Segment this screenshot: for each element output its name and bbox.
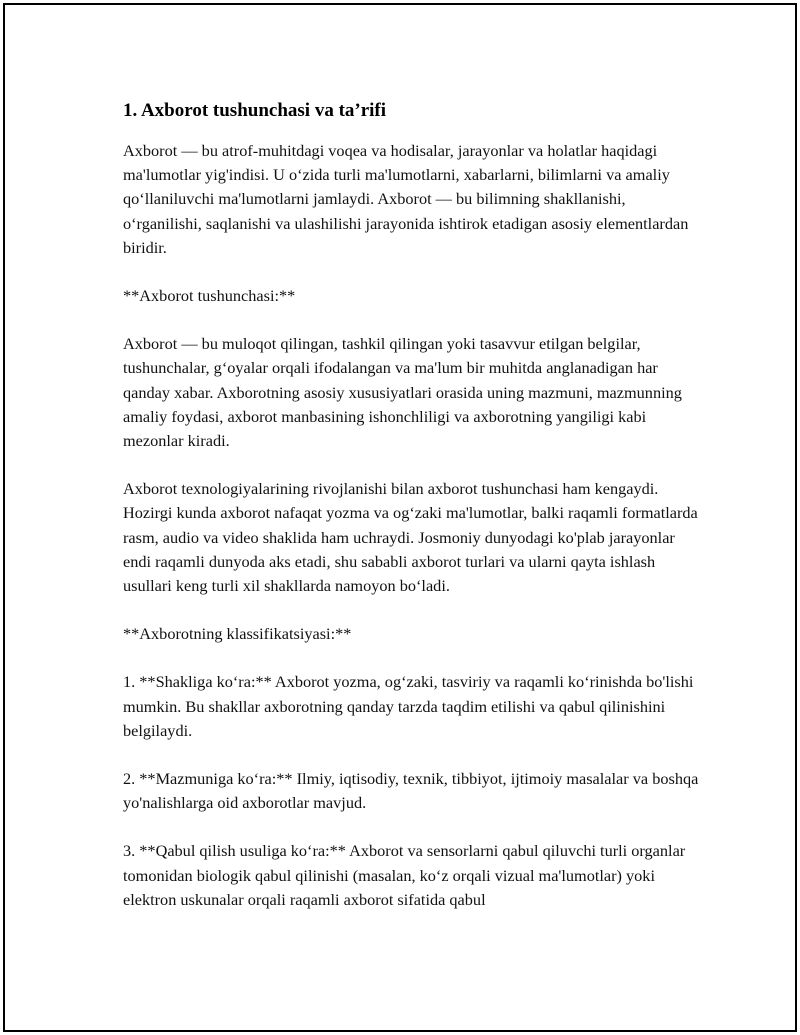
list-item-mazmuniga: 2. **Mazmuniga ko‘ra:** Ilmiy, iqtisodiy, texnik, tibbiyot, ijtimoiy masalalar va boshqa yo'nalishlarga oid axborotlar mavjud. (123, 769, 699, 813)
paragraph-technology: Axborot texnologiyalarining rivojlanishi bilan axborot tushunchasi ham kengaydi. Hozirgi kunda axborot nafaqat yozma va og‘zaki ma'lumotlar, balki raqamli formatlarda rasm, audio va video shaklida ham uchraydi. Josmoniy dunyodagi ko'plab jarayonlar endi raqamli dunyoda aks etadi, shu sababli axborot turlari va ularni qayta ishlash usullari keng turli xil shakllarda namoyon bo‘ladi. (123, 479, 698, 596)
page-frame (3, 3, 797, 1032)
heading-klassifikatsiya: **Axborotning klassifikatsiyasi:** (123, 624, 352, 644)
document-body (123, 97, 703, 936)
page-title: 1. Axborot tushunchasi va ta’rifi (123, 100, 387, 121)
list-item-qabul-qilish: 3. **Qabul qilish usuliga ko‘ra:** Axborot va sensorlarni qabul qiluvchi turli organlar tomonidan biologik qabul qilinishi (masalan, ko‘z orqali vizual ma'lumotlar) yoki elektron uskunalar orqali raqamli axborot sifatida qabul (123, 841, 686, 909)
paragraph-intro: Axborot — bu atrof-muhitdagi voqea va hodisalar, jarayonlar va holatlar haqidagi ma'lumotlar yig'indisi. U o‘zida turli ma'lumotlarni, xabarlarni, bilimlarni va amaliy qo‘llaniluvchi ma'lumotlarni jamlaydi. Axborot — bu bilimning shakllanishi, o‘rganilishi, saqlanishi va ulashilishi jarayonida ishtirok etadigan asosiy elementlardan biridir. (123, 141, 689, 257)
heading-axborot-tushunchasi: **Axborot tushunchasi:** (123, 286, 296, 306)
list-item-shakliga: 1. **Shakliga ko‘ra:** Axborot yozma, og‘zaki, tasviriy va raqamli ko‘rinishda bo'lishi mumkin. Bu shakllar axborotning qanday tarzda taqdim etilishi va qabul qilinishini belgilaydi. (123, 672, 694, 740)
paragraph-definition: Axborot — bu muloqot qilingan, tashkil qilingan yoki tasavvur etilgan belgilar, tushunchalar, g‘oyalar orqali ifodalangan va ma'lum bir muhitda anglanadigan har qanday xabar. Axborotning asosiy xususiyatlari orasida uning mazmuni, mazmunning amaliy foydasi, axborot manbasining ishonchliligi va axborotning yangiligi kabi mezonlar kiradi. (123, 334, 682, 451)
